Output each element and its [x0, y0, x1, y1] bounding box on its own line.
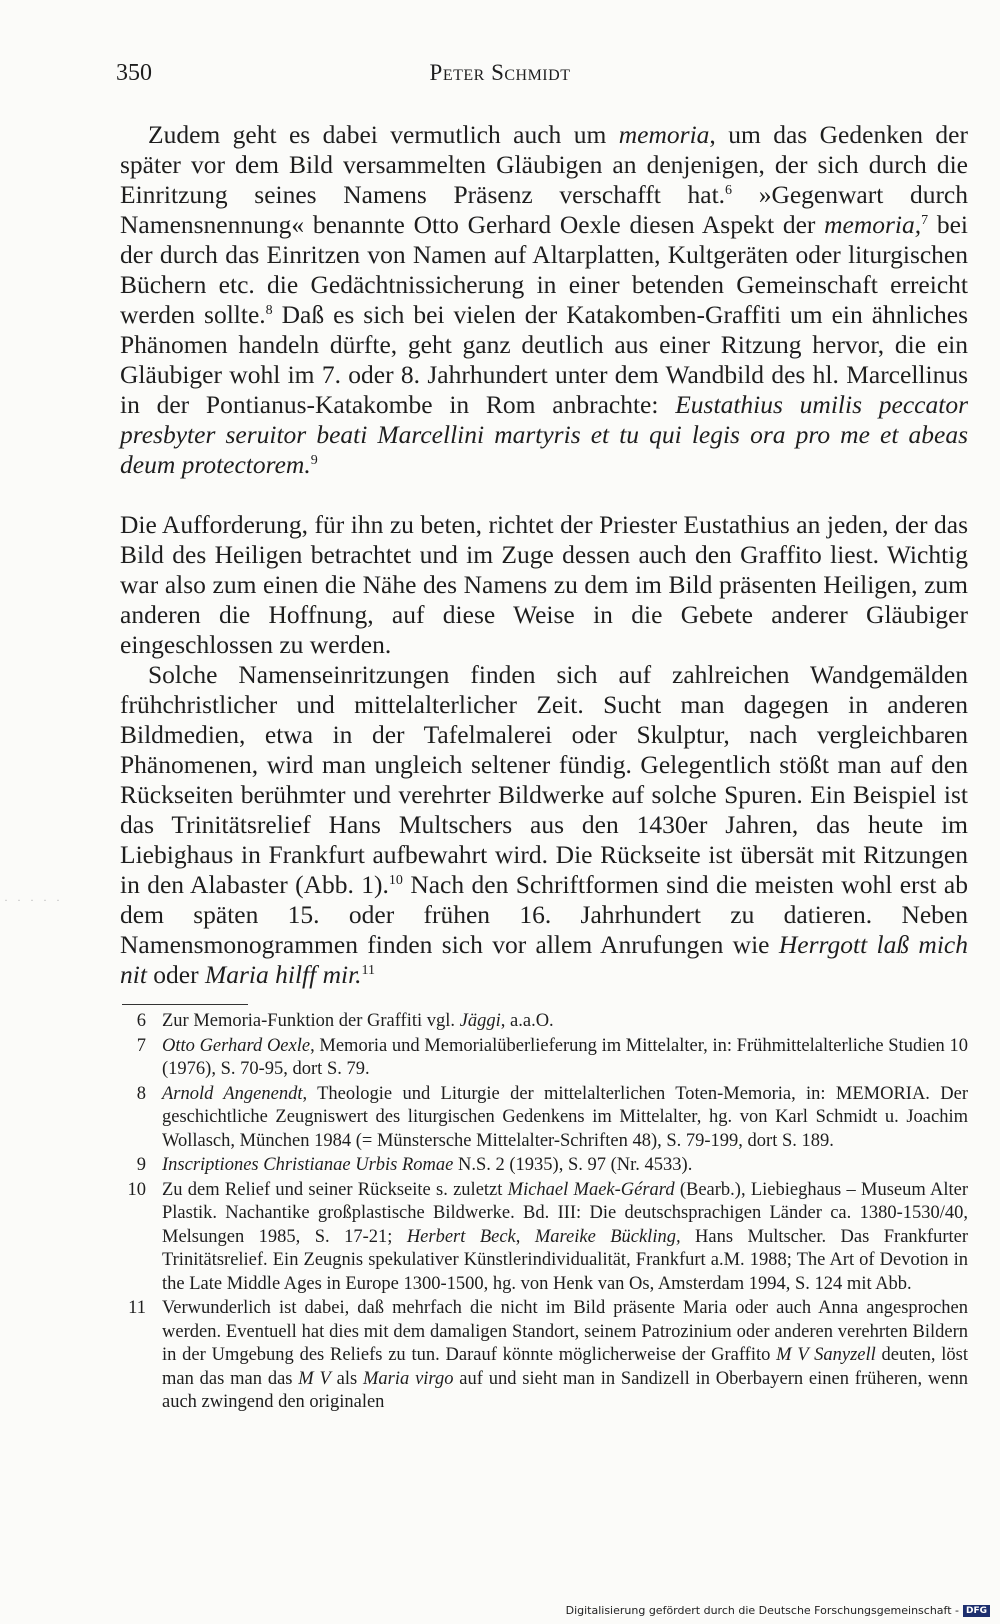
italic-author: Arnold Angenendt	[162, 1083, 303, 1104]
text-run: oder	[146, 960, 205, 989]
text-run: N.S. 2 (1935), S. 97 (Nr. 4533).	[453, 1155, 693, 1175]
text-run: , Memoria und Memorialüberlieferung im Mittelalter, in: Frühmittelalterliche Studien 10 (1976), S. 70-95, dort S. 79.	[162, 1035, 968, 1079]
footnote-7	[120, 1035, 968, 1082]
italic-quote: M V	[298, 1368, 331, 1389]
italic-quote: Herrgott laß mich nit	[120, 930, 968, 989]
text-run: ,	[515, 1226, 535, 1247]
italic-title: Inscriptiones Christianae Urbis Romae	[162, 1155, 454, 1175]
footnote-6	[120, 1010, 968, 1034]
footnote-ref-7: 7	[921, 213, 929, 228]
text-run: Zur Memoria-Funktion der Graffiti vgl.	[162, 1011, 460, 1031]
text-run: (Bearb.), Liebieghaus – Museum Alter Plastik. Nachantike großplastische Bildwerke. Bd. III: Die deutschsprachigen Länder ca. 1380-1530/40, Melsungen 1985, S. 17-21;	[162, 1179, 969, 1247]
footnote-number: 9	[136, 1155, 146, 1175]
footnote-8	[120, 1083, 968, 1154]
footnote-10	[120, 1179, 968, 1297]
text-run: als	[330, 1368, 364, 1389]
footnote-9	[120, 1154, 968, 1178]
italic-author: Mareike Bückling,	[534, 1226, 681, 1247]
body-text	[120, 120, 968, 990]
footnotes	[120, 1010, 968, 1416]
footnote-number: 11	[128, 1298, 146, 1318]
footnote-ref-11: 11	[361, 963, 376, 978]
italic-quote: Eustathius umilis peccator presbyter seruitor beati Marcellini martyris et tu qui legis ora pro me et abeas deum protectorem.	[120, 390, 968, 479]
text-run: Solche Namenseinritzungen finden sich auf zahlreichen Wandgemälden frühchristlicher und mittelalterlicher Zeit. Sucht man dagegen in anderen Bildmedien, etwa in der Tafelmalerei oder Skulptur, nach vergleichbaren Phänomenen, wird man ungleich seltener fündig. Gelegentlich stößt man auf den Rückseiten berühmter und verehrter Bildwerke auf solche Spuren. Ein Beispiel ist das Trinitätsrelief Hans Multschers aus den 1430er Jahren, das heute im Liebighaus in Frankfurt aufbewahrt wird. Die Rückseite ist übersät mit Ritzungen in den Alabaster (Abb. 1).	[120, 660, 968, 899]
footnote-number: 8	[136, 1083, 146, 1104]
text-run: Zudem geht es dabei vermutlich auch um	[148, 120, 619, 149]
digitization-notice	[566, 1604, 990, 1617]
footnote-number: 10	[127, 1179, 146, 1200]
footnote-number: 7	[136, 1035, 146, 1056]
text-run: bei der durch das Einritzen von Namen auf Altarplatten, Kultgeräten oder liturgischen Büchern etc. die Gedächtnissicherung in einer betenden Gemeinschaft erreicht werden sollte.	[120, 210, 968, 329]
text-run: , Theologie und Liturgie der mittelalterlichen Toten-Memoria, in: MEMORIA. Der geschichtliche Zeugniswert des liturgischen Gedenkens im Mittelalter, hg. von Karl Schmidt u. Joachim Wollasch, München 1984 (= Münstersche Mittelalter-Schriften 48), S. 79-199, dort S. 189.	[162, 1083, 968, 1151]
footnote-number: 6	[136, 1011, 146, 1031]
dfg-logo: DFG	[963, 1605, 990, 1617]
text-run: Nach den Schriftformen sind die meisten wohl erst ab dem späten 15. oder frühen 16. Jahrhundert zu datieren. Neben Namensmonogrammen finden sich vor allem Anrufungen wie	[120, 870, 968, 959]
digitization-notice-text: Digitalisierung gefördert durch die Deutsche Forschungsgemeinschaft -	[565, 1604, 959, 1617]
footnote-ref-9: 9	[310, 453, 318, 468]
running-head-author: Peter Schmidt	[429, 60, 571, 85]
text-run: auf und sieht man in Sandizell in Oberbayern einen früheren, wenn auch zwingend den originalen	[162, 1368, 968, 1412]
paragraph-3	[120, 660, 968, 990]
footnote-11	[120, 1297, 968, 1415]
italic-author: Michael Maek-Gérard	[507, 1179, 675, 1200]
text-run: , a.a.O.	[500, 1011, 554, 1031]
text-run: , um das Gedenken der später vor dem Bild versammelten Gläubigen an denjenigen, der sich durch die Einritzung seines Namens Präsenz verschafft hat.	[120, 120, 968, 209]
text-run: Zu dem Relief und seiner Rückseite s. zuletzt	[162, 1179, 508, 1200]
italic-term: memoria,	[824, 210, 922, 239]
italic-quote: M V Sanyzell	[776, 1345, 876, 1365]
italic-author: Jäggi	[459, 1011, 501, 1031]
italic-term: memoria	[618, 120, 710, 149]
italic-author: Otto Gerhard Oexle	[162, 1035, 311, 1056]
footnote-ref-10: 10	[388, 873, 403, 888]
footnote-ref-8: 8	[265, 303, 273, 318]
text-run: deuten, löst man das man das	[162, 1345, 969, 1389]
text-run: Hans Multscher. Das Frankfurter Trinitätsrelief. Ein Zeugnis spekulativer Künstlerindividualität, Frankfurt a.M. 1988; The Art of Devotion in the Late Middle Ages in Europe 1300-1500, hg. von Henk van Os, Amsterdam 1994, S. 124 mit Abb.	[162, 1226, 968, 1294]
margin-scan-artifact: · · · · ·	[4, 893, 63, 907]
paragraph-2: Die Aufforderung, für ihn zu beten, richtet der Priester Eustathius an jeden, der das Bild des Heiligen betrachtet und im Zuge dessen auch den Graffito liest. Wichtig war also zum einen die Nähe des Namens zu dem im Bild präsenten Heiligen, zum anderen die Hoffnung, auf diese Weise in die Gebete anderer Gläubiger eingeschlossen zu werden.	[120, 510, 968, 659]
italic-quote: Maria hilff mir.	[204, 960, 362, 989]
paragraph-1	[120, 120, 968, 480]
text-run: »Gegenwart durch Namensnennung« benannte Otto Gerhard Oexle diesen Aspekt der	[120, 180, 969, 239]
italic-author: Herbert Beck	[406, 1226, 516, 1247]
footnote-ref-6: 6	[725, 183, 733, 198]
page-number: 350	[116, 60, 152, 86]
footnote-separator	[122, 1004, 248, 1005]
text-run: Verwunderlich ist dabei, daß mehrfach die nicht im Bild präsente Maria oder auch Anna angesprochen werden. Eventuell hat dies mit dem damaligen Standort, seinem Patrozinium oder anderen verehrten Bildern in der Umgebung des Reliefs zu tun. Darauf könnte möglicherweise der Graffito	[162, 1298, 968, 1365]
italic-quote: Maria virgo	[363, 1368, 454, 1389]
text-run: Daß es sich bei vielen der Katakomben-Graffiti um ein ähnliches Phänomen handeln dürfte, geht ganz deutlich aus einer Ritzung hervor, die ein Gläubiger wohl im 7. oder 8. Jahrhundert unter dem Wandbild des hl. Marcellinus in der Pontianus-Katakombe in Rom anbrachte:	[120, 300, 968, 419]
